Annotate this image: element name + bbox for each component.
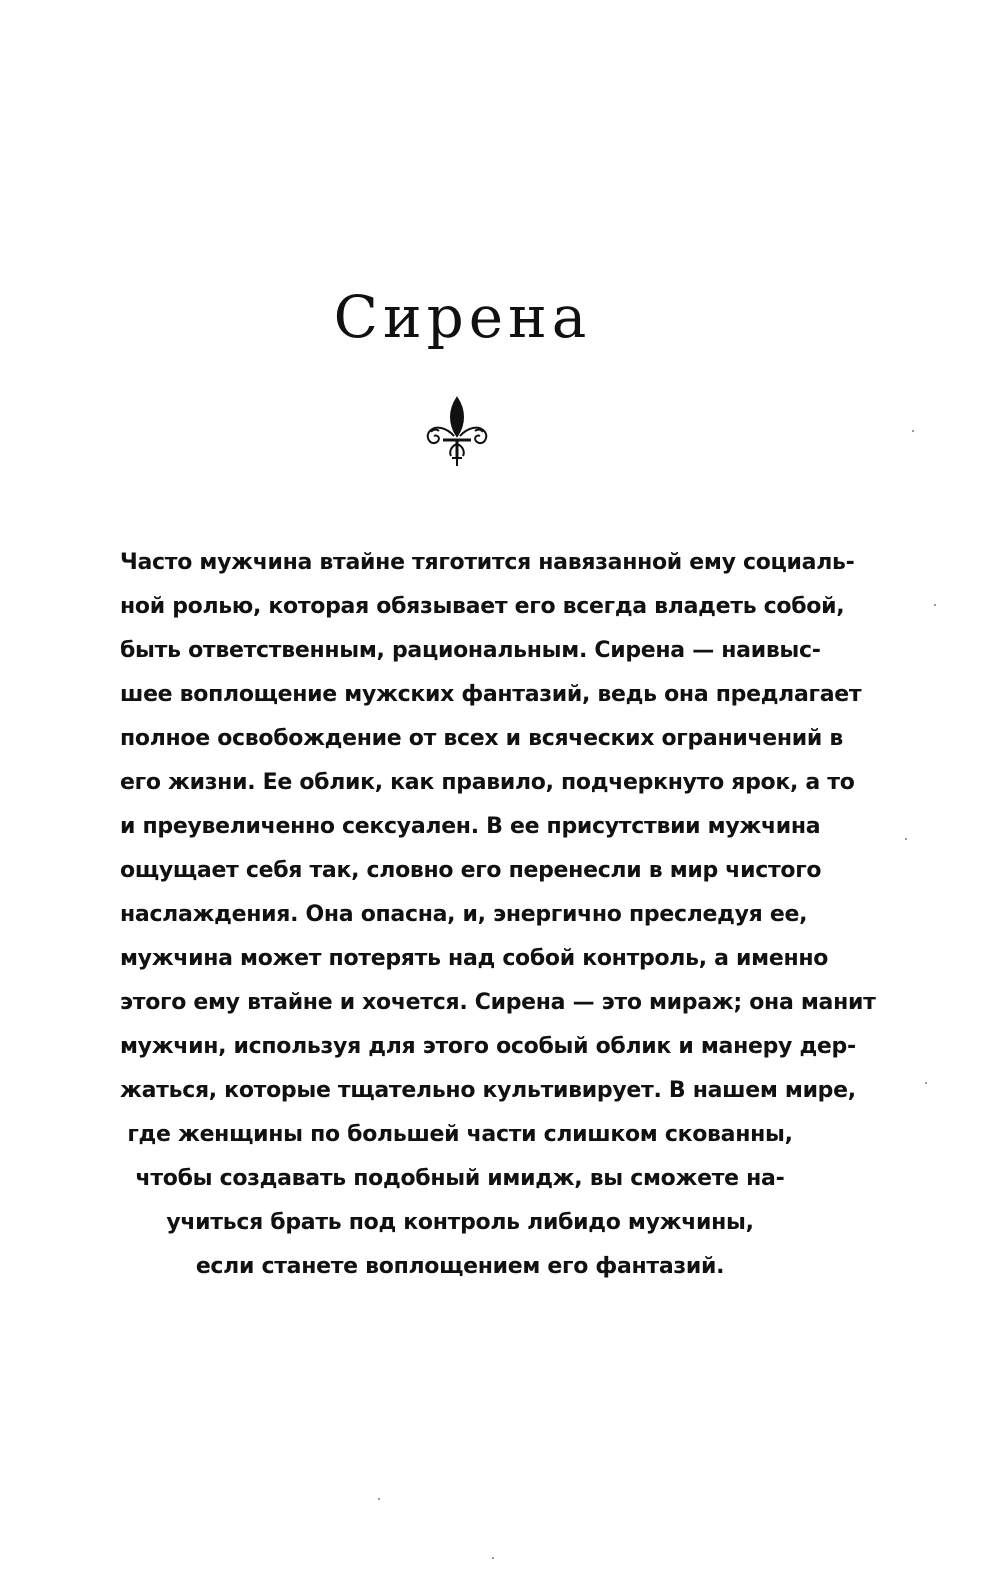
text-line: мужчина может потерять над собой контроль, а именно <box>120 946 829 971</box>
text-line: учиться брать под контроль либидо мужчины, <box>166 1210 754 1235</box>
body-text <box>120 541 876 1289</box>
text-line: Часто мужчина втайне тяготится навязанной ему социаль- <box>120 550 855 575</box>
text-line: если станете воплощением его фантазий. <box>195 1254 725 1279</box>
text-line: наслаждения. Она опасна, и, энергично преследуя ее, <box>120 902 808 927</box>
text-line: мужчин, используя для этого особый облик и манеру дер- <box>120 1034 856 1059</box>
scan-speck <box>905 838 907 840</box>
fleur-de-lis-icon <box>423 396 491 468</box>
text-line: чтобы создавать подобный имидж, вы сможете на- <box>135 1166 785 1191</box>
scan-speck <box>912 430 914 432</box>
text-line: его жизни. Ее облик, как правило, подчеркнуто ярок, а то <box>120 770 855 795</box>
text-line: шее воплощение мужских фантазий, ведь она предлагает <box>120 682 862 707</box>
text-line: ощущает себя так, словно его перенесли в мир чистого <box>120 858 822 883</box>
text-line: ной ролью, которая обязывает его всегда владеть собой, <box>120 594 845 619</box>
text-line: и преувеличенно сексуален. В ее присутствии мужчина <box>120 814 821 839</box>
scan-speck <box>492 1557 494 1559</box>
text-line: где женщины по большей части слишком скованны, <box>127 1122 793 1147</box>
text-line: жаться, которые тщательно культивирует. В нашем мире, <box>120 1078 856 1103</box>
scan-speck <box>378 1498 380 1500</box>
scan-speck <box>925 1082 927 1084</box>
chapter-title: Сирена <box>333 283 592 351</box>
text-line: полное освобождение от всех и всяческих ограничений в <box>120 726 844 751</box>
text-line: этого ему втайне и хочется. Сирена — это мираж; она манит <box>120 990 876 1015</box>
text-line: быть ответственным, рациональным. Сирена — наивыс- <box>120 638 821 663</box>
scan-speck <box>934 604 936 606</box>
